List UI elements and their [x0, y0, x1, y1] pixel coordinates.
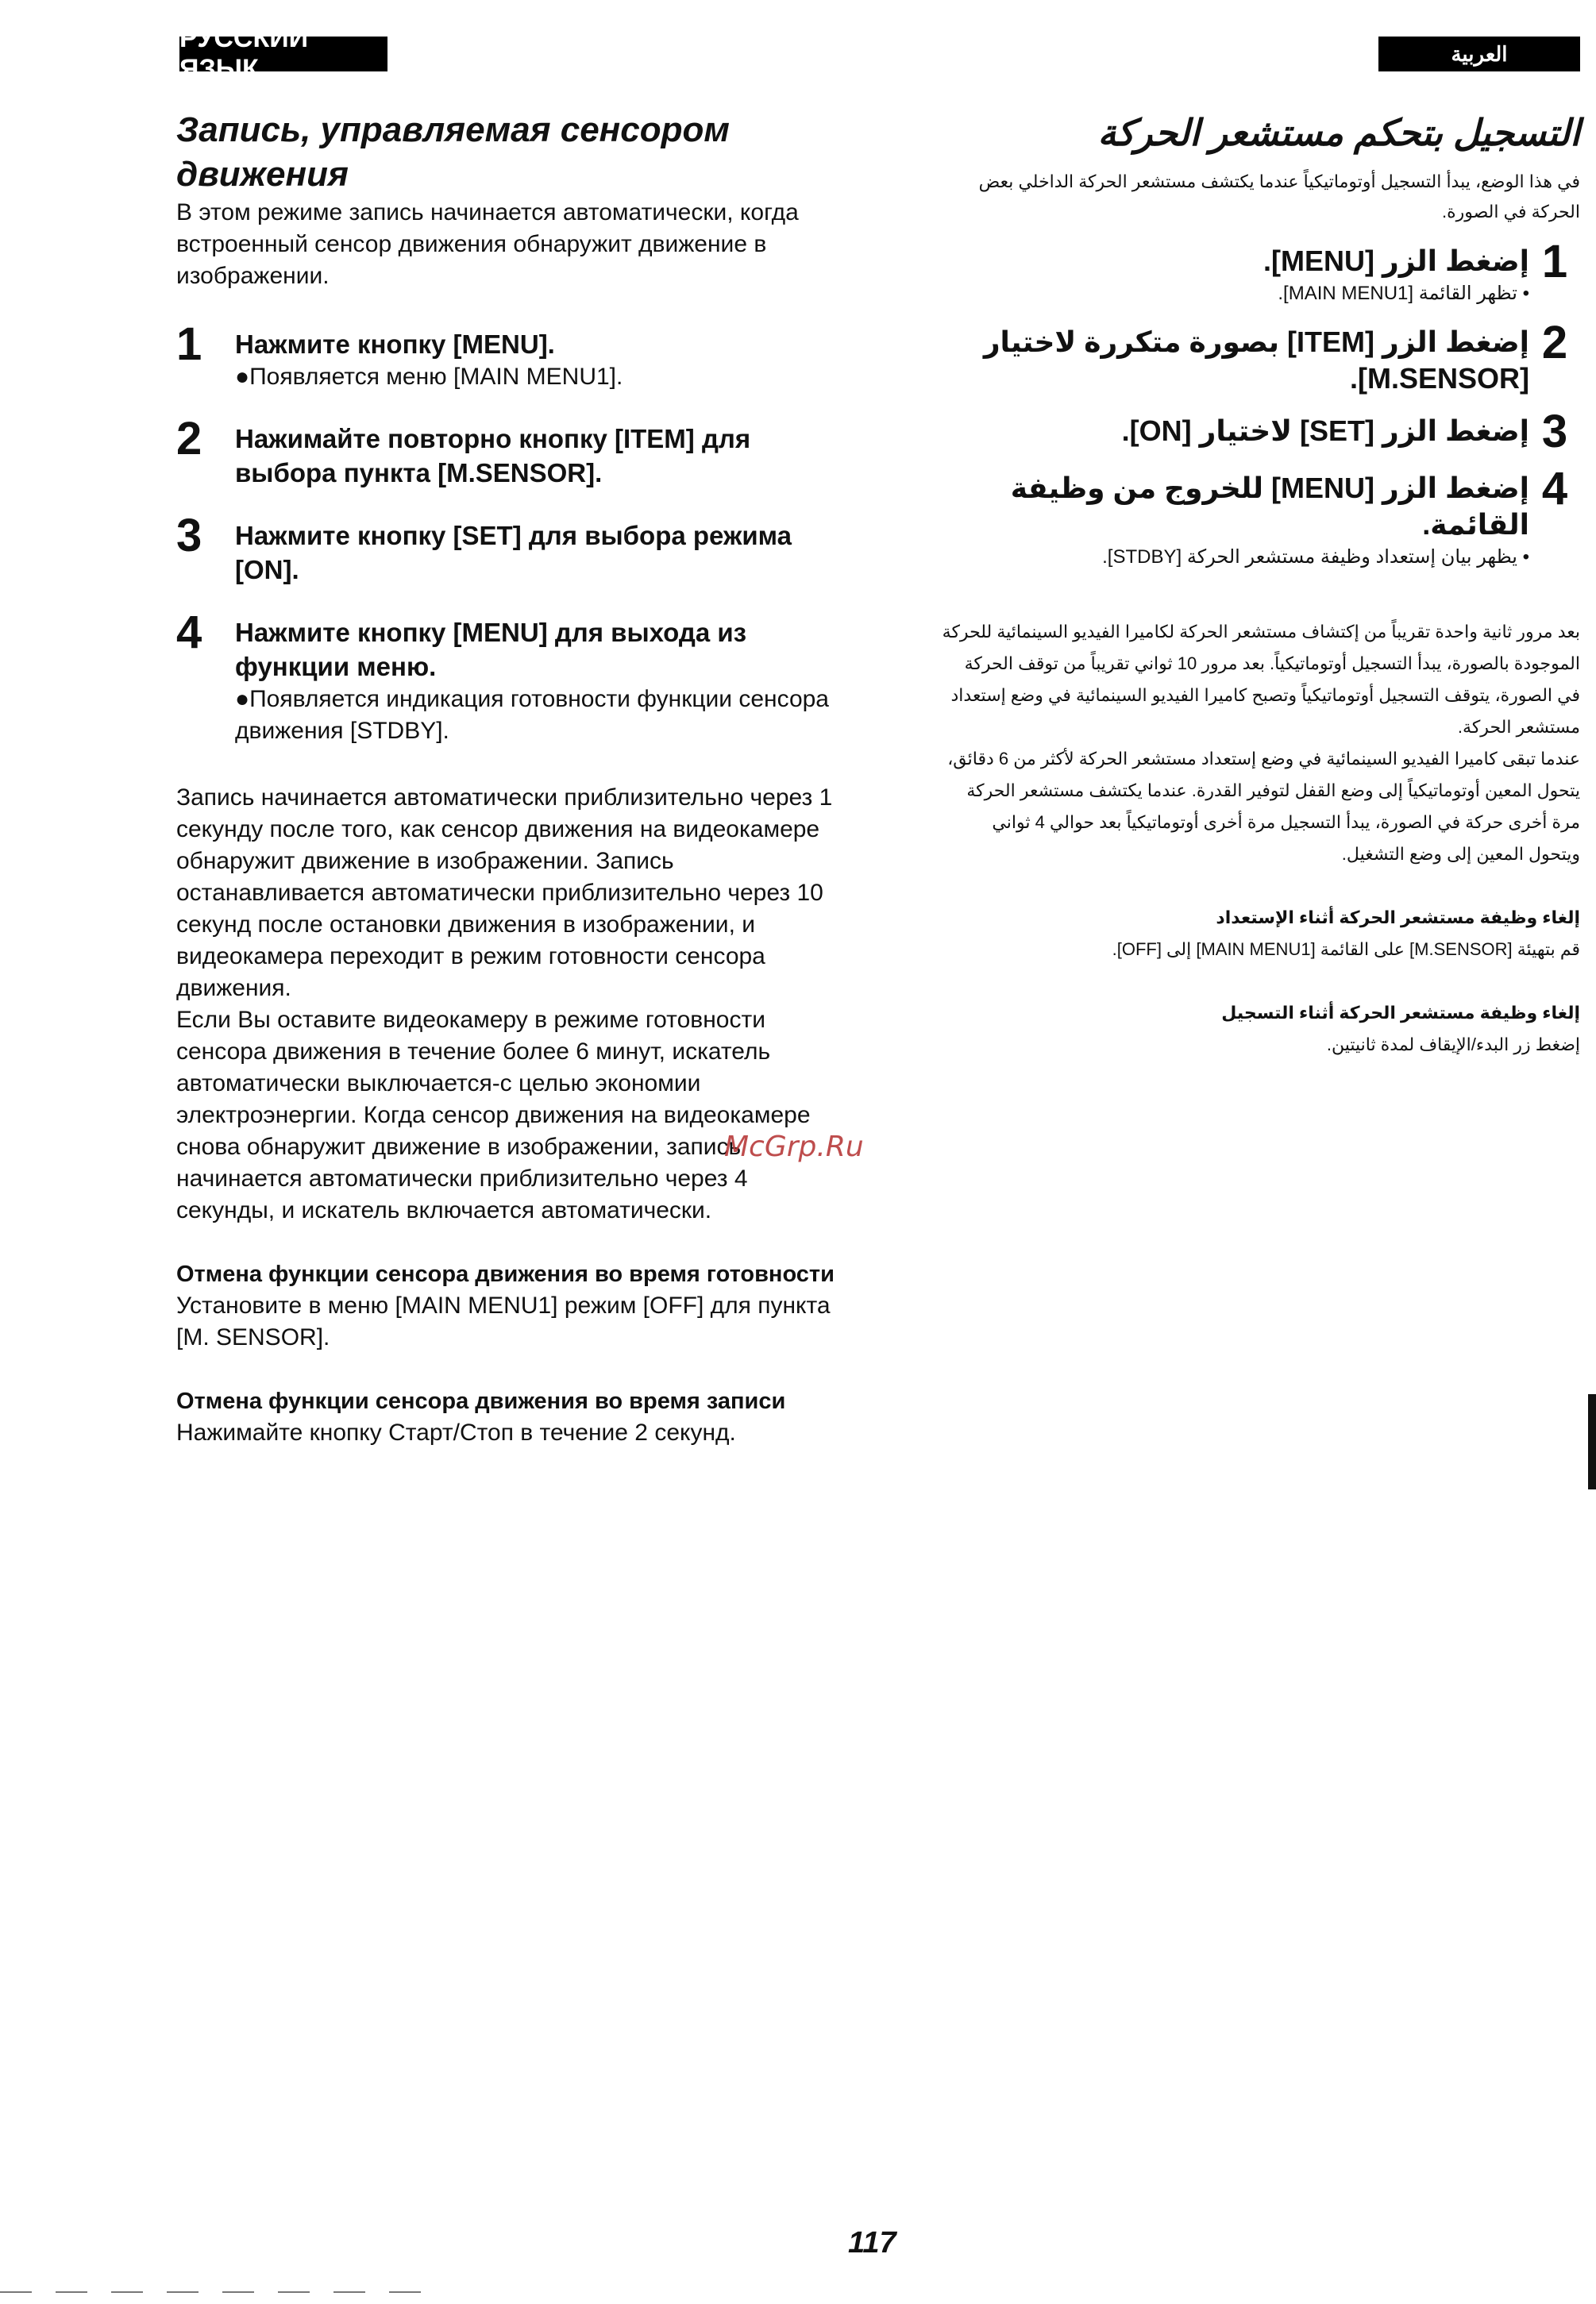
cancel-record-heading: Отмена функции сенсора движения во время записи	[176, 1389, 786, 1414]
step-title: Нажимайте повторно кнопку [ITEM] для выбора пункта [M.SENSOR].	[235, 424, 751, 487]
step-number: 2	[1541, 317, 1568, 368]
arabic-step-1	[937, 236, 1580, 308]
step-4	[176, 607, 843, 747]
bottom-edge-marks	[0, 2291, 445, 2293]
arabic-column	[937, 108, 1580, 1061]
title-line-1: Запись, управляемая сенсором	[176, 110, 730, 149]
cancel-record-text-arabic: إضغط زر البدء/الإيقاف لمدة ثانيتين.	[1326, 1034, 1580, 1054]
power-save-paragraph-arabic: عندما تبقى كاميرا الفيديو السينمائية في وضع إستعداد مستشعر الحركة لأكثر من 6 دقائق، يتحول المعين أوتوماتيكياً إلى وضع القفل لتوفير القدرة. عندما يكتشف مستشعر الحركة مرة أخرى حركة في الصورة، يبدأ التسجيل مرة أخرى أوتوماتيكياً بعد حوالي 4 ثواني ويتحول المعين إلى وضع التشغيل.	[947, 749, 1580, 864]
step-note: • يظهر بيان إستعداد وظيفة مستشعر الحركة [STDBY].	[1102, 546, 1529, 568]
cancel-record-text: Нажимайте кнопку Старт/Стоп в течение 2 секунд.	[176, 1420, 736, 1446]
step-note: ●Появляется меню [MAIN MENU1].	[235, 364, 623, 390]
step-title: Нажмите кнопку [MENU].	[235, 329, 555, 359]
step-number: 1	[1541, 236, 1568, 287]
auto-record-paragraph: Запись начинается автоматически приблизительно через 1 секунду после того, как сенсор движения на видеокамере обнаружит движение в изображении. Запись останавливается автоматически приблизительно через 10 секунд после остановки движения в изображении, и видеокамера переходит в режим готовности сенсора движения.	[176, 784, 833, 1001]
step-number: 3	[1541, 406, 1568, 457]
cancel-standby-text-arabic: قم بتهيئة [M.SENSOR] على القائمة [MAIN MENU1] إلى [OFF].	[1112, 939, 1580, 959]
arabic-step-4	[937, 463, 1580, 572]
step-title: إضغط الزر [MENU].	[1263, 245, 1529, 277]
step-title: إضغط الزر [MENU] للخروج من وظيفة القائمة.	[1010, 472, 1529, 541]
cancel-standby-text: Установите в меню [MAIN MENU1] режим [OFF] для пункта [M. SENSOR].	[176, 1293, 831, 1350]
section-title-russian	[176, 108, 843, 197]
page-number: 117	[848, 2226, 896, 2260]
step-title: Нажмите кнопку [MENU] для выхода из функции меню.	[235, 618, 747, 681]
step-number: 1	[176, 318, 202, 370]
step-1	[176, 318, 843, 393]
intro-text-arabic: في هذا الوضع، يبدأ التسجيل أوتوماتيكياً عندما يكتشف مستشعر الحركة الداخلي بعض الحركة في الصورة.	[978, 171, 1580, 222]
cancel-record-heading-arabic: إلغاء وظيفة مستشعر الحركة أثناء التسجيل	[1221, 1003, 1580, 1023]
intro-text: В этом режиме запись начинается автоматически, когда встроенный сенсор движения обнаружит движение в изображении.	[176, 199, 799, 289]
step-number: 2	[176, 413, 202, 464]
step-number: 4	[176, 607, 202, 658]
auto-record-paragraph-arabic: بعد مرور ثانية واحدة تقريباً من إكتشاف مستشعر الحركة لكاميرا الفيديو السينمائية للحركة الموجودة بالصورة، يبدأ التسجيل أوتوماتيكياً. بعد مرور 10 ثواني تقريباً من توقف الحركة في الصورة، يتوقف التسجيل أوتوماتيكياً وتصبح كاميرا الفيديو السينمائية في وضع إستعداد مستشعر الحركة.	[942, 622, 1580, 737]
step-number: 3	[176, 510, 202, 561]
step-number: 4	[1541, 463, 1568, 514]
cancel-standby-heading-arabic: إلغاء وظيفة مستشعر الحركة أثناء الإستعداد	[1216, 907, 1580, 927]
arabic-step-3	[937, 406, 1580, 457]
power-save-paragraph: Если Вы оставите видеокамеру в режиме готовности сенсора движения в течение более 6 минут, искатель автоматически выключается-с целью экономии электроэнергии. Когда сенсор движения на видеокамере снова обнаружит движение в изображении, запись начинается автоматически приблизительно через 4 секунды, и искатель включается автоматически.	[176, 1007, 811, 1223]
step-title: إضغط الزر [SET] لاختيار [ON].	[1121, 414, 1529, 447]
arabic-step-2	[937, 317, 1580, 397]
step-2	[176, 413, 843, 490]
margin-tab	[1588, 1394, 1596, 1489]
step-note: ●Появляется индикация готовности функции сенсора движения [STDBY].	[235, 686, 829, 744]
step-note: • تظهر القائمة [MAIN MENU1].	[1278, 283, 1529, 304]
watermark: McGrp.Ru	[724, 1131, 864, 1163]
language-tag-arabic: العربية	[1378, 37, 1580, 71]
section-title-arabic: التسجيل بتحكم مستشعر الحركة	[1097, 112, 1580, 153]
step-title: إضغط الزر [ITEM] بصورة متكررة لاختيار [M.SENSOR].	[983, 326, 1529, 395]
cancel-standby-heading: Отмена функции сенсора движения во время готовности	[176, 1262, 835, 1287]
step-3	[176, 510, 843, 587]
title-line-2: движения	[176, 155, 349, 194]
language-tag-russian: РУССКИЙ ЯЗЫК	[179, 37, 387, 71]
step-title: Нажмите кнопку [SET] для выбора режима [ON].	[235, 521, 792, 584]
russian-column	[176, 108, 843, 1449]
